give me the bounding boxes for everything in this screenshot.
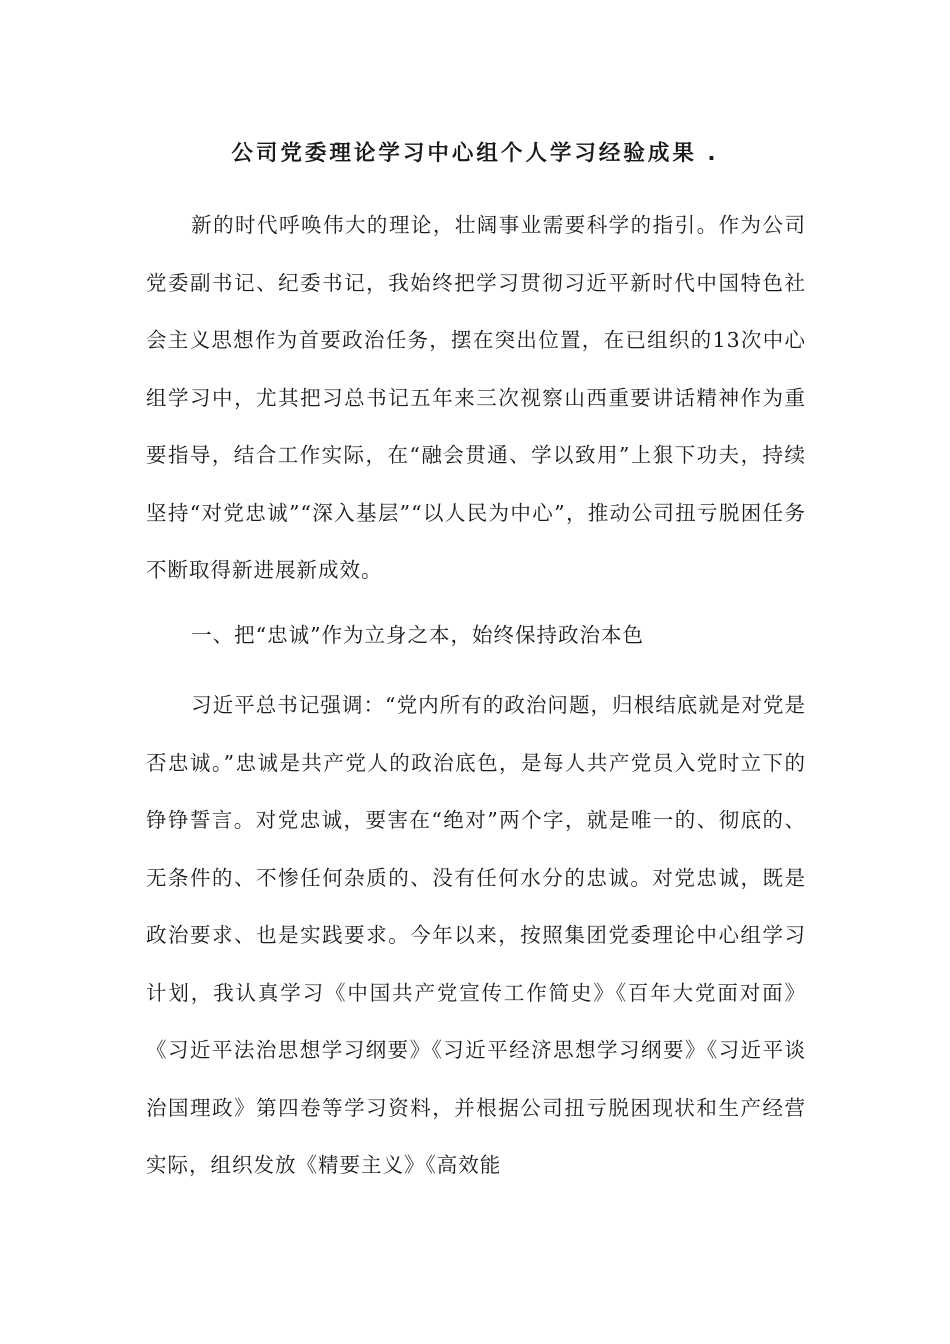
document-title: 公司党委理论学习中心组个人学习经验成果 . <box>231 141 719 166</box>
paragraph-intro: 新的时代呼唤伟大的理论，壮阔事业需要科学的指引。作为公司党委副书记、纪委书记，我始终把学习贯彻习近平新时代中国特色社会主义思想作为首要政治任务，摆在突出位置，在已组织的13次中心组学习中，尤其把习总书记五年来三次视察山西重要讲话精神作为重要指导，结合工作实际，在“融会贯通、学以致用”上狠下功夫，持续坚持“对党忠诚”“深入基层”“以人民为中心”，推动公司扭亏脱困任务不断取得新进展新成效。 <box>146 213 806 582</box>
section-heading-1: 一、把“忠诚”作为立身之本，始终保持政治本色 <box>191 623 645 647</box>
paragraph-loyalty: 习近平总书记强调：“党内所有的政治问题，归根结底就是对党是否忠诚。”忠诚是共产党人的政治底色，是每人共产党员入党时立下的铮铮誓言。对党忠诚，要害在“绝对”两个字，就是唯一的、彻底的、无条件的、不惨任何杂质的、没有任何水分的忠诚。对党忠诚，既是政治要求、也是实践要求。今年以来，按照集团党委理论中心组学习计划，我认真学习《中国共产党宣传工作简史》《百年大党面对面》《习近平法治思想学习纲要》《习近平经济思想学习纲要》《习近平谈治国理政》第四卷等学习资料，并根据公司扭亏脱困现状和生产经营实际，组织发放《精要主义》《高效能 <box>146 693 806 1177</box>
